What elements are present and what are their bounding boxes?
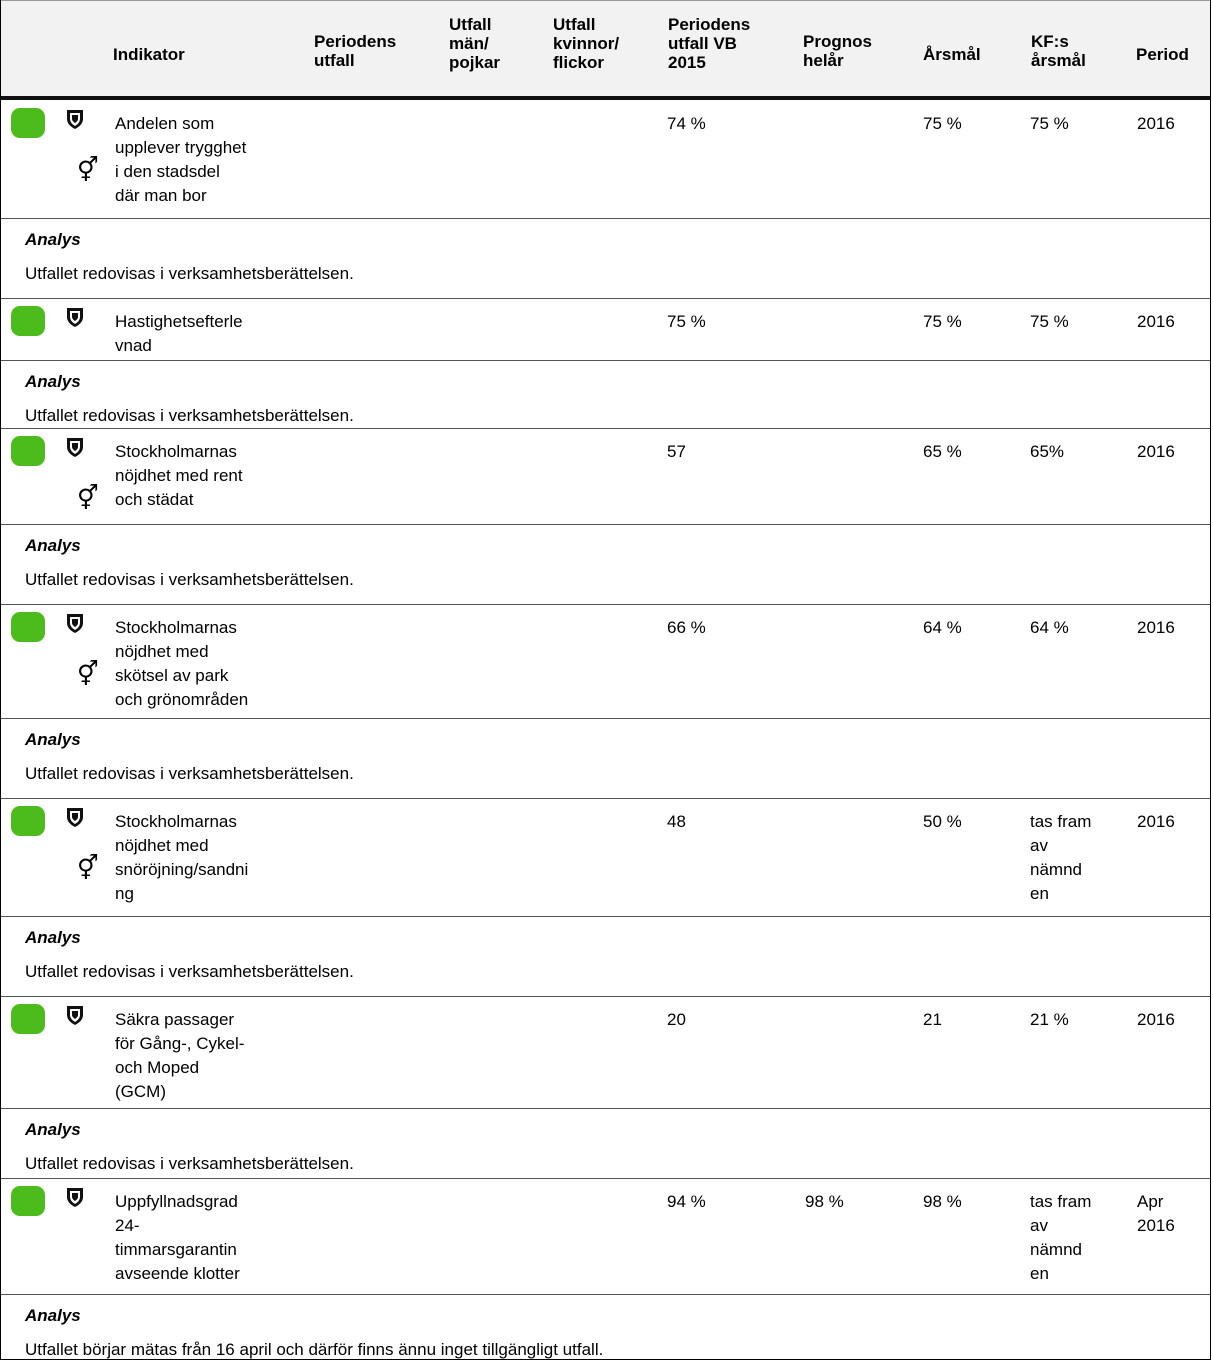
header-prognos: Prognos helår (803, 32, 872, 70)
cell-period: 2016 (1137, 812, 1175, 831)
gender-symbol-icon: ⚥ (77, 854, 99, 882)
analys-text: Utfallet redovisas i verksamhetsberättelsen. (25, 570, 354, 589)
shield-icon (65, 436, 85, 458)
table-row (1, 298, 1210, 360)
status-green-indicator (11, 1004, 45, 1034)
cell-periodens-vb: 74 % (667, 114, 706, 133)
shield-icon (65, 108, 85, 130)
status-green-indicator (11, 436, 45, 466)
cell-periodens-vb: 48 (667, 812, 686, 831)
analys-text: Utfallet redovisas i verksamhetsberättelsen. (25, 962, 354, 981)
status-green-indicator (11, 612, 45, 642)
header-periodens-utfall: Periodens utfall (314, 32, 397, 70)
status-green-indicator (11, 108, 45, 138)
analys-heading: Analys (25, 536, 81, 555)
cell-indikator: Andelen som upplever trygghet i den stadsdel där man bor (115, 114, 247, 205)
row-divider (1, 524, 1210, 525)
analys-text: Utfallet redovisas i verksamhetsberättelsen. (25, 406, 354, 425)
cell-indikator: Stockholmarnas nöjdhet med rent och städat (115, 442, 243, 509)
cell-kf-arsmal: 21 % (1030, 1010, 1069, 1029)
cell-kf-arsmal: tas fram av nämnd en (1030, 1192, 1092, 1283)
cell-prognos: 98 % (805, 1192, 844, 1211)
gender-symbol-icon: ⚥ (77, 484, 99, 512)
row-divider (1, 1294, 1210, 1295)
cell-arsmal: 98 % (923, 1192, 962, 1211)
analys-heading: Analys (25, 372, 81, 391)
table-row (1, 428, 1210, 524)
header-utfall-kvinnor: Utfall kvinnor/ flickor (553, 15, 620, 72)
cell-arsmal: 50 % (923, 812, 962, 831)
cell-periodens-vb: 75 % (667, 312, 706, 331)
analys-text: Utfallet redovisas i verksamhetsberättelsen. (25, 764, 354, 783)
status-green-indicator (11, 1186, 45, 1216)
status-green-indicator (11, 306, 45, 336)
cell-periodens-vb: 66 % (667, 618, 706, 637)
header-period: Period (1136, 45, 1189, 64)
cell-arsmal: 75 % (923, 114, 962, 133)
shield-icon (65, 306, 85, 328)
shield-icon (65, 1004, 85, 1026)
cell-indikator: Stockholmarnas nöjdhet med skötsel av park och grönområden (115, 618, 249, 709)
cell-indikator: Hastighetsefterle vnad (115, 312, 243, 355)
analys-text: Utfallet redovisas i verksamhetsberättelsen. (25, 264, 354, 283)
header-periodens-vb: Periodens utfall VB 2015 (668, 15, 751, 72)
row-divider (1, 360, 1210, 361)
cell-kf-arsmal: 75 % (1030, 114, 1069, 133)
cell-indikator: Stockholmarnas nöjdhet med snöröjning/sandni ng (115, 812, 249, 903)
cell-arsmal: 75 % (923, 312, 962, 331)
shield-icon (65, 806, 85, 828)
gender-symbol-icon: ⚥ (77, 660, 99, 688)
cell-kf-arsmal: 75 % (1030, 312, 1069, 331)
status-green-indicator (11, 806, 45, 836)
cell-period: 2016 (1137, 442, 1175, 461)
analys-heading: Analys (25, 730, 81, 749)
analys-heading: Analys (25, 230, 81, 249)
analys-heading: Analys (25, 928, 81, 947)
row-divider (1, 718, 1210, 719)
cell-arsmal: 65 % (923, 442, 962, 461)
cell-arsmal: 21 (923, 1010, 942, 1029)
header-indikator: Indikator (113, 45, 185, 64)
analys-text: Utfallet börjar mätas från 16 april och därför finns ännu inget tillgängligt utfall. (25, 1340, 604, 1359)
analys-text: Utfallet redovisas i verksamhetsberättelsen. (25, 1154, 354, 1173)
table-row (1, 1178, 1210, 1294)
cell-indikator: Säkra passager för Gång-, Cykel- och Moped (GCM) (115, 1010, 245, 1101)
cell-period: 2016 (1137, 114, 1175, 133)
table-row (1, 100, 1210, 218)
table-row (1, 798, 1210, 916)
shield-icon (65, 612, 85, 634)
row-divider (1, 218, 1210, 219)
cell-period: 2016 (1137, 312, 1175, 331)
cell-period: Apr 2016 (1137, 1192, 1175, 1235)
header-arsmal: Årsmål (923, 45, 981, 64)
gender-symbol-icon: ⚥ (77, 156, 99, 184)
header-utfall-man: Utfall män/ pojkar (449, 15, 501, 72)
table-row (1, 996, 1210, 1108)
cell-periodens-vb: 94 % (667, 1192, 706, 1211)
cell-period: 2016 (1137, 1010, 1175, 1029)
analys-heading: Analys (25, 1120, 81, 1139)
cell-periodens-vb: 20 (667, 1010, 686, 1029)
table-row (1, 604, 1210, 718)
cell-period: 2016 (1137, 618, 1175, 637)
table-header (1, 0, 1210, 97)
header-kf-arsmal: KF:s årsmål (1031, 32, 1086, 70)
shield-icon (65, 1186, 85, 1208)
row-divider (1, 1108, 1210, 1109)
cell-kf-arsmal: 65% (1030, 442, 1065, 461)
analys-heading: Analys (25, 1306, 81, 1325)
cell-arsmal: 64 % (923, 618, 962, 637)
cell-kf-arsmal: tas fram av nämnd en (1030, 812, 1092, 903)
cell-indikator: Uppfyllnadsgrad 24- timmarsgarantin avseende klotter (115, 1192, 240, 1283)
cell-kf-arsmal: 64 % (1030, 618, 1069, 637)
cell-periodens-vb: 57 (667, 442, 686, 461)
row-divider (1, 916, 1210, 917)
